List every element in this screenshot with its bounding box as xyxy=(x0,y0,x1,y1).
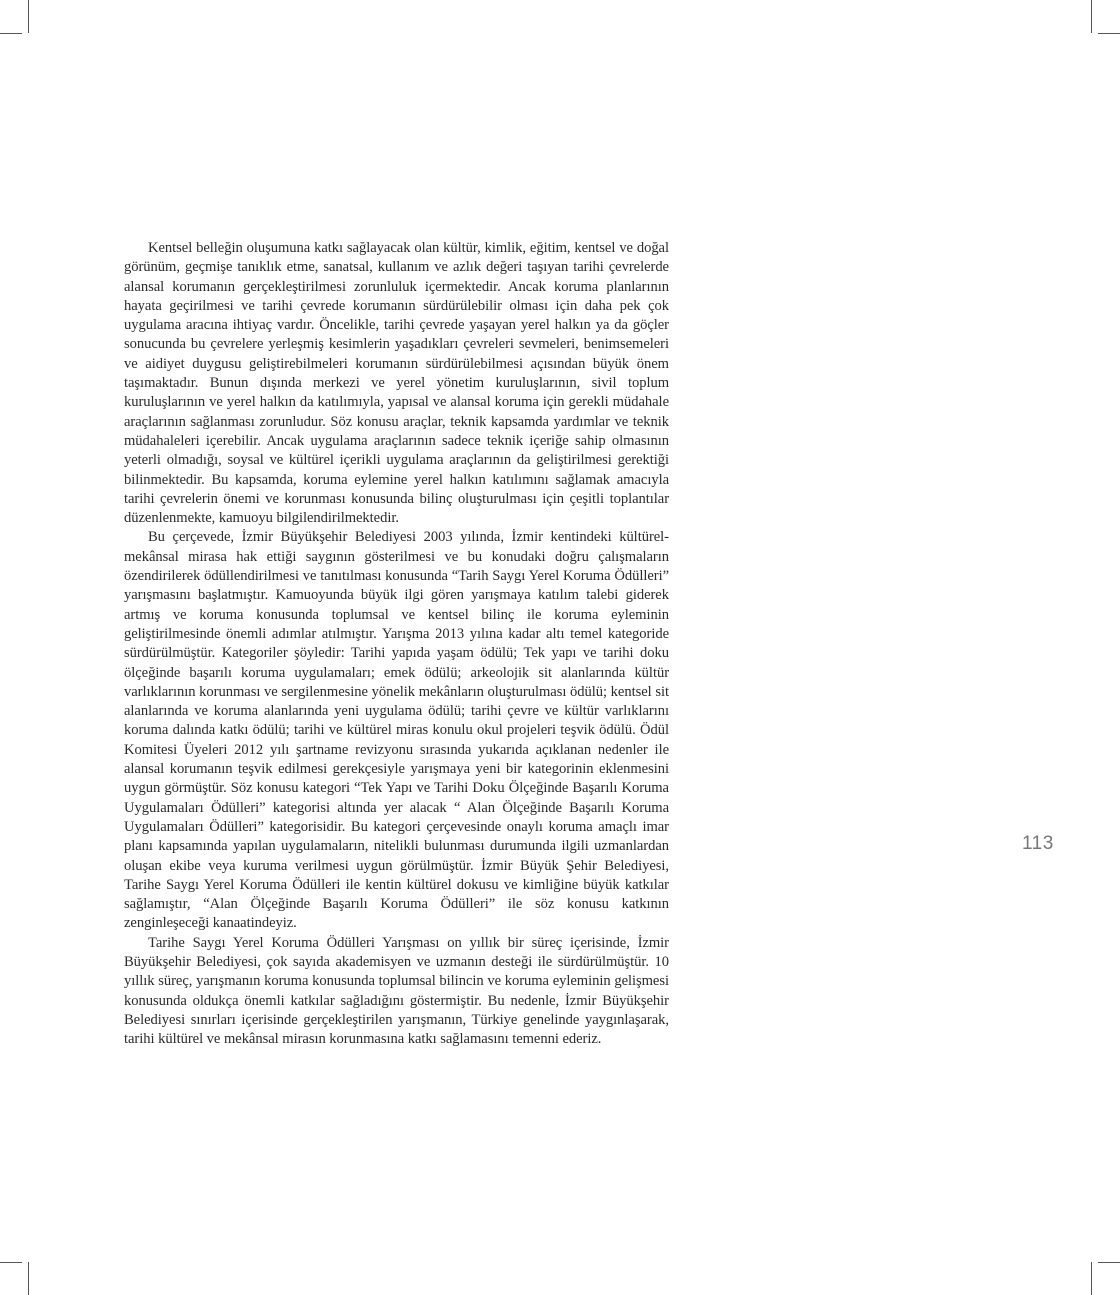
crop-mark-top-right xyxy=(1091,0,1092,33)
crop-mark-bottom-right-h xyxy=(1098,1262,1120,1263)
page-number: 113 xyxy=(1022,833,1054,854)
paragraph-1: Kentsel belleğin oluşumuna katkı sağlayacak olan kültür, kimlik, eğitim, kentsel ve doğal görünüm, geçmişe tanıklık etme, sanatsal, kullanım ve azlık değeri taşıyan tarihi çevrelerde alansal korumanın gerçekleştirilmesi zorunluluk içermektedir. Ancak koruma planlarının hayata geçirilmesi ve tarihi çevrede korumanın sürdürülebilir olması için daha pek çok uygulama aracına ihtiyaç vardır. Öncelikle, tarihi çevrede yaşayan yerel halkın ya da göçler sonucunda bu çevrelere yerleşmiş kesimlerin yaşadıkları çevreleri sevmeleri, benimsemeleri ve aidiyet duygusu geliştirebilmeleri korumanın sürdürülebilmesi açısından büyük önem taşımaktadır. Bunun dışında merkezi ve yerel yönetim kuruluşlarının, sivil toplum kuruluşlarının ve yerel halkın da katılımıyla, yapısal ve alansal koruma için gerekli müdahale araçlarının sağlanması zorunludur. Söz konusu araçlar, teknik kapsamda yardımlar ve teknik müdahaleleri içerebilir. Ancak uygulama araçlarının sadece teknik içeriğe sahip olmasının yeterli olmadığı, soysal ve kültürel içerikli uygulama araçlarının da geliştirilmesi gerektiği bilinmektedir. Bu kapsamda, koruma eylemine yerel halkın katılımını sağlamak amacıyla tarihi çevrelerin önemi ve korunması konusunda bilinç oluşturulması için çeşitli toplantılar düzenlenmekte, kamuoyu bilgilendirilmektedir. xyxy=(124,240,669,527)
crop-mark-bottom-left xyxy=(28,1262,29,1295)
crop-mark-top-left xyxy=(28,0,29,33)
paragraph-3: Tarihe Saygı Yerel Koruma Ödülleri Yarışması on yıllık bir süreç içerisinde, İzmir Büyükşehir Belediyesi, çok sayıda akademisyen ve uzmanın desteği ile sürdürülmüştür. 10 yıllık süreç, yarışmanın koruma konusunda toplumsal bilincin ve koruma eyleminin gelişmesi konusunda oldukça önemli katkılar sağladığını göstermiştir. Bu nedenle, İzmir Büyükşehir Belediyesi sınırları içerisinde gerçekleştirilen yarışmanın, Türkiye genelinde yaygınlaşarak, tarihi kültürel ve mekânsal mirasın korunmasına katkı sağlamasını temenni ederiz. xyxy=(124,934,669,1048)
crop-mark-bottom-left-h xyxy=(0,1262,22,1263)
body-text xyxy=(124,239,669,1049)
paragraph-2: Bu çerçevede, İzmir Büyükşehir Belediyesi 2003 yılında, İzmir kentindeki kültürel-mekânsal mirasa hak ettiği saygının gösterilmesi ve bu konudaki doğru çalışmaların özendirilerek ödüllendirilmesi ve tanıtılması konusunda “Tarih Saygı Yerel Koruma Ödülleri” yarışmasını başlatmıştır. Kamuoyunda büyük ilgi gören yarışmaya katılım talebi giderek artmış ve koruma konusunda toplumsal ve kentsel bilinç ile koruma eyleminin geliştirilmesinde önemli adımlar atılmıştır. Yarışma 2013 yılına kadar altı temel kategoride sürdürülmüştür. Kategoriler şöyledir: Tarihi yapıda yaşam ödülü; Tek yapı ve tarihi doku ölçeğinde başarılı koruma uygulamaları; emek ödülü; arkeolojik sit alanlarında kültür varlıklarının korunması ve sergilenmesine yönelik mekânların oluşturulması ödülü; kentsel sit alanlarında ve koruma alanlarında yeni uygulama ödülü; tarihi çevre ve kültür varlıklarını koruma dalında katkı ödülü; tarihi ve kültürel miras konulu okul projeleri teşvik ödülü. Ödül Komitesi Üyeleri 2012 yılı şartname revizyonu sırasında yukarıda açıklanan nedenler ile alansal korumanın teşvik edilmesi gerekçesiyle yarışmaya yeni bir kategorinin eklenmesini uygun görmüştür. Söz konusu kategori “Tek Yapı ve Tarihi Doku Ölçeğinde Başarılı Koruma Uygulamaları Ödülleri” kategorisi altında yer alacak “ Alan Ölçeğinde Başarılı Koruma Uygulamaları Ödülleri” kategorisidir. Bu kategori çerçevesinde onaylı koruma amaçlı imar planı kapsamında yapılan uygulamaların, nitelikli bulunması durumunda ilgili uzmanlardan oluşan ekibe veya kuruma verilmesi uygun görülmüştür. İzmir Büyük Şehir Belediyesi, Tarihe Saygı Yerel Koruma Ödülleri ile kentin kültürel dokusu ve kimliğine büyük katkılar sağlamıştır, “Alan Ölçeğinde Başarılı Koruma Ödülleri” ile söz konusu katkının zenginleşeceği kanaatindeyiz. xyxy=(124,529,669,932)
crop-mark-top-right-h xyxy=(1098,33,1120,34)
crop-mark-bottom-right xyxy=(1091,1262,1092,1295)
crop-mark-top-left-h xyxy=(0,33,22,34)
